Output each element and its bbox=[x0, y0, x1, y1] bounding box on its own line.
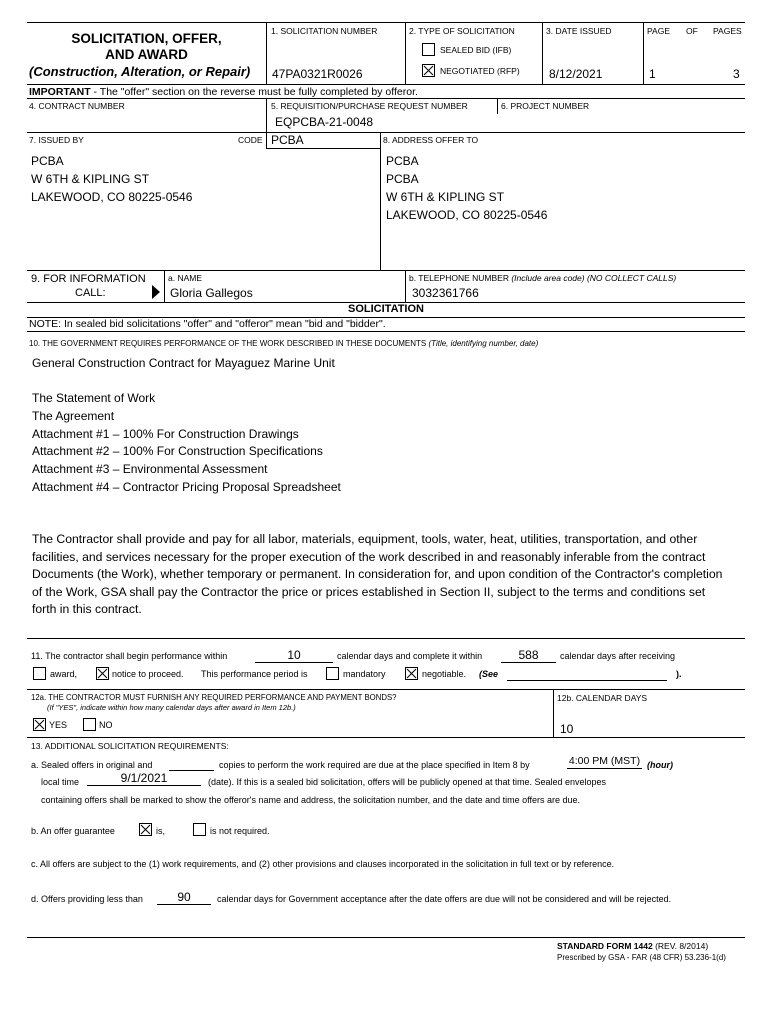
item13c-text: c. All offers are subject to the (1) work requirements, and (2) other provisions and clauses incorporated in the solicitation in full text or by reference. bbox=[31, 859, 615, 869]
info-call-label: CALL: bbox=[75, 287, 106, 299]
info-call-label: 9. FOR INFORMATION bbox=[31, 273, 146, 285]
contact-name: Gloria Gallegos bbox=[170, 286, 253, 300]
important-notice bbox=[29, 86, 418, 98]
item11-text: calendar days and complete it within bbox=[337, 651, 483, 661]
divider bbox=[497, 98, 498, 114]
name-label: a. NAME bbox=[168, 273, 203, 283]
rule bbox=[27, 737, 745, 738]
bottom-rule bbox=[27, 937, 745, 938]
document-item: The Statement of Work bbox=[32, 391, 156, 405]
rule bbox=[27, 689, 745, 690]
not-required-label: is not required. bbox=[210, 826, 270, 836]
see-reference-field[interactable] bbox=[507, 680, 667, 681]
divider bbox=[405, 270, 406, 302]
acceptance-days-field[interactable]: 90 bbox=[157, 891, 211, 905]
see-label: (See bbox=[479, 669, 499, 679]
negotiable-checkbox[interactable] bbox=[405, 667, 418, 680]
no-label: NO bbox=[99, 720, 113, 730]
form-title-line3: (Construction, Alteration, or Repair) bbox=[29, 64, 251, 79]
bonds-yes-checkbox[interactable] bbox=[33, 718, 46, 731]
local-time-label: local time bbox=[41, 777, 80, 787]
document-item: Attachment #3 – Environmental Assessment bbox=[32, 462, 268, 476]
offer-address-line: LAKEWOOD, CO 80225-0546 bbox=[386, 208, 548, 222]
total-pages: 3 bbox=[733, 67, 740, 81]
pages-label: PAGES bbox=[713, 26, 742, 36]
offer-address-line: PCBA bbox=[386, 172, 419, 186]
due-time-field[interactable]: 4:00 PM (MST) bbox=[568, 755, 641, 767]
sealed-bid-note: NOTE: In sealed bid solicitations "offer" and "offeror" mean "bid and "bidder". bbox=[29, 318, 386, 330]
item13d-text: calendar days for Government acceptance after the date offers are due will not be considered and will be rejected. bbox=[217, 894, 672, 904]
see-end: ). bbox=[676, 669, 682, 679]
divider bbox=[164, 270, 165, 302]
header-divider bbox=[405, 22, 406, 84]
solicitation-number-label: 1. SOLICITATION NUMBER bbox=[271, 26, 378, 36]
negotiated-label: NEGOTIATED (RFP) bbox=[440, 66, 520, 76]
header-divider bbox=[542, 22, 543, 84]
document-item: Attachment #1 – 100% For Construction Drawings bbox=[32, 427, 299, 441]
code-label: CODE bbox=[238, 135, 263, 145]
divider bbox=[380, 132, 381, 270]
calendar-days: 10 bbox=[560, 722, 574, 736]
bonds-label: 12a. THE CONTRACTOR MUST FURNISH ANY REQUIRED PERFORMANCE AND PAYMENT BONDS? bbox=[31, 693, 397, 702]
rule bbox=[27, 270, 745, 271]
page-label: PAGE bbox=[647, 26, 670, 36]
item11-text: calendar days after receiving bbox=[560, 651, 676, 661]
mandatory-checkbox[interactable] bbox=[326, 667, 339, 680]
issuer-line: LAKEWOOD, CO 80225-0546 bbox=[31, 190, 193, 204]
divider bbox=[553, 689, 554, 737]
header-divider bbox=[643, 22, 644, 84]
item13a-text: (date). If this is a sealed bid solicitation, offers will be publicly opened at that time. Sealed envelopes bbox=[208, 777, 607, 787]
divider bbox=[266, 98, 267, 132]
guarantee-is-checkbox[interactable] bbox=[139, 823, 152, 836]
hour-label: (hour) bbox=[647, 760, 673, 770]
rule bbox=[27, 331, 745, 332]
form-title-line1: SOLICITATION, OFFER, bbox=[71, 31, 222, 46]
of-label: OF bbox=[686, 26, 698, 36]
mandatory-label: mandatory bbox=[343, 669, 386, 679]
top-border bbox=[27, 22, 745, 23]
ntp-checkbox[interactable] bbox=[96, 667, 109, 680]
award-checkbox[interactable] bbox=[33, 667, 46, 680]
bonds-label-italic: (If "YES", indicate within how many calendar days after award in Item 12b.) bbox=[47, 703, 296, 712]
item13b-text: b. An offer guarantee bbox=[31, 826, 115, 836]
important-bold: IMPORTANT bbox=[29, 86, 91, 98]
copies-field[interactable] bbox=[169, 770, 214, 771]
header-divider bbox=[266, 22, 267, 84]
negotiable-label: negotiable. bbox=[422, 669, 467, 679]
issued-by-label: 7. ISSUED BY bbox=[29, 135, 84, 145]
offer-address-line: W 6TH & KIPLING ST bbox=[386, 190, 505, 204]
important-text: - The "offer" section on the reverse must be fully completed by offeror. bbox=[90, 86, 418, 98]
arrow-right-icon bbox=[151, 284, 161, 300]
work-description: The Contractor shall provide and pay for all labor, materials, equipment, tools, water, heat, utilities, transportation, and other facilities, and services necessary for the proper execution of the work described in and reasonably inferable from the contract Documents (the Work), whether temporary or permanent. In consideration for, and upon condition of the Contractor's completion of the Work, GSA shall pay the Contractor the price or prices established in Section II, subject to the terms and conditions set forth in this contract. bbox=[32, 532, 723, 616]
section-title: SOLICITATION bbox=[348, 303, 424, 315]
requisition-number: EQPCBA-21-0048 bbox=[275, 115, 374, 129]
is-label: is, bbox=[156, 826, 165, 836]
negotiated-checkbox[interactable] bbox=[422, 64, 435, 77]
item10-label-text: 10. THE GOVERNMENT REQUIRES PERFORMANCE OF THE WORK DESCRIBED IN THESE DOCUMENTS bbox=[29, 339, 429, 348]
award-label: award, bbox=[50, 669, 78, 679]
period-text: This performance period is bbox=[201, 669, 308, 679]
complete-days-field[interactable]: 588 bbox=[501, 649, 556, 663]
item13-label: 13. ADDITIONAL SOLICITATION REQUIREMENTS: bbox=[31, 741, 229, 751]
sealed-bid-checkbox[interactable] bbox=[422, 43, 435, 56]
page-number: 1 bbox=[649, 67, 656, 81]
due-date-field[interactable]: 9/1/2021 bbox=[87, 772, 201, 786]
project-number-label: 6. PROJECT NUMBER bbox=[501, 101, 590, 111]
phone-label-text: b. TELEPHONE NUMBER bbox=[409, 273, 512, 283]
phone-label bbox=[409, 273, 676, 283]
solicitation-type-label: 2. TYPE OF SOLICITATION bbox=[409, 26, 515, 36]
item13d-text: d. Offers providing less than bbox=[31, 894, 143, 904]
issuer-line: W 6TH & KIPLING ST bbox=[31, 172, 150, 186]
form-name: STANDARD FORM 1442 bbox=[557, 941, 653, 951]
date-issued: 8/12/2021 bbox=[549, 67, 603, 81]
form-revision: (REV. 8/2014) bbox=[652, 941, 709, 951]
offer-address-line: PCBA bbox=[386, 154, 419, 168]
rule bbox=[27, 84, 745, 85]
bonds-no-checkbox[interactable] bbox=[83, 718, 96, 731]
begin-days-field[interactable]: 10 bbox=[255, 649, 333, 663]
rule bbox=[266, 148, 380, 149]
solicitation-number: 47PA0321R0026 bbox=[272, 67, 363, 81]
ntp-label: notice to proceed. bbox=[112, 669, 184, 679]
rule bbox=[27, 98, 745, 99]
document-item: The Agreement bbox=[32, 409, 115, 423]
document-item: Attachment #4 – Contractor Pricing Proposal Spreadsheet bbox=[32, 480, 341, 494]
item13a-text: copies to perform the work required are due at the place specified in Item 8 by bbox=[219, 760, 530, 770]
sealed-bid-label: SEALED BID (IFB) bbox=[440, 45, 512, 55]
rule bbox=[27, 132, 745, 133]
phone-label-italic: (Include area code) (NO COLLECT CALLS) bbox=[511, 273, 677, 283]
contract-number-label: 4. CONTRACT NUMBER bbox=[29, 101, 125, 111]
calendar-days-label: 12b. CALENDAR DAYS bbox=[557, 693, 648, 703]
item10-label bbox=[29, 339, 538, 348]
rule bbox=[27, 638, 745, 639]
contact-phone: 3032361766 bbox=[412, 286, 479, 300]
yes-label: YES bbox=[49, 720, 68, 730]
address-offer-label: 8. ADDRESS OFFER TO bbox=[383, 135, 479, 145]
item10-label-italic: (Title, identifying number, date) bbox=[428, 339, 539, 348]
issuer-line: PCBA bbox=[31, 154, 64, 168]
prescribed-by: Prescribed by GSA - FAR (48 CFR) 53.236-1(d) bbox=[557, 953, 726, 962]
date-issued-label: 3. DATE ISSUED bbox=[546, 26, 612, 36]
work-title: General Construction Contract for Mayaguez Marine Unit bbox=[32, 356, 335, 370]
requisition-label: 5. REQUISITION/PURCHASE REQUEST NUMBER bbox=[271, 101, 468, 111]
issuer-code: PCBA bbox=[271, 133, 304, 147]
item11-text: 11. The contractor shall begin performance within bbox=[31, 651, 228, 661]
item13a-text: a. Sealed offers in original and bbox=[31, 760, 153, 770]
document-item: Attachment #2 – 100% For Construction Specifications bbox=[32, 444, 323, 458]
guarantee-not-required-checkbox[interactable] bbox=[193, 823, 206, 836]
form-identifier bbox=[557, 941, 708, 951]
item13a-text: containing offers shall be marked to show the offeror's name and address, the solicitation number, and the date and time offers are due. bbox=[41, 795, 581, 805]
form-title-line2: AND AWARD bbox=[105, 47, 188, 62]
divider bbox=[266, 132, 267, 148]
